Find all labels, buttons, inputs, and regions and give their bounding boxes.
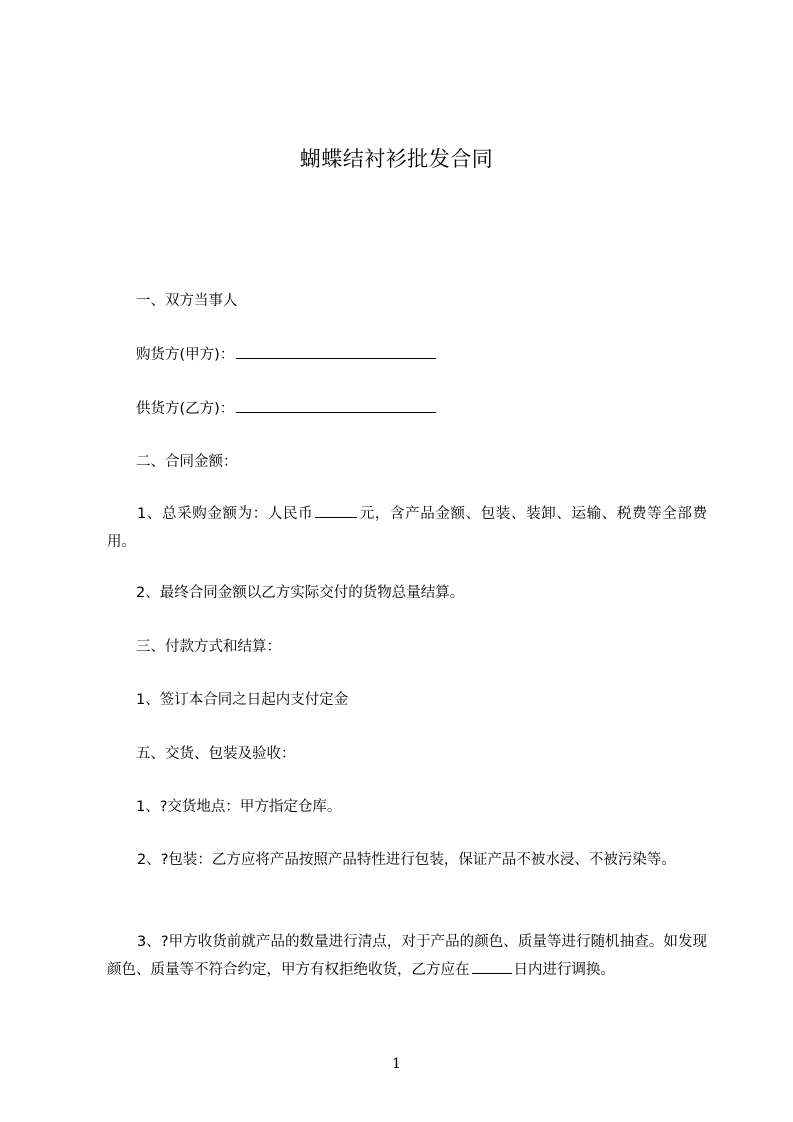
days-blank	[472, 959, 512, 974]
seller-blank	[236, 398, 436, 413]
section2-item2: 2、最终合同金额以乙方实际交付的货物总量结算。	[136, 585, 465, 601]
seller-label: 供货方(乙方)：	[136, 401, 235, 417]
buyer-blank	[236, 344, 436, 359]
section2-item1-suffix: 元，含产品金额、包装、装卸、运输、税费等全部费用。	[107, 506, 707, 550]
buyer-label: 购货方(甲方)：	[136, 347, 235, 363]
seller-party-line	[136, 398, 436, 419]
section5-item3	[107, 928, 707, 984]
section5-heading: 五、交货、包装及验收：	[136, 746, 296, 762]
section2-item1	[107, 500, 707, 556]
amount-blank	[315, 503, 357, 518]
section5-item3-suffix: 日内进行调换。	[513, 962, 615, 978]
document-title: 蝴蝶结衬衫批发合同	[299, 147, 494, 171]
section5-item3-prefix: 3、?甲方收货前就产品的数量进行清点，对于产品的颜色、质量等进行随机抽查。如发现颜色、质量等不符合约定，甲方有权拒绝收货，乙方应在	[107, 934, 707, 978]
section5-item1: 1、?交货地点：甲方指定仓库。	[136, 799, 342, 815]
buyer-party-line	[136, 344, 436, 365]
section2-heading: 二、合同金额：	[136, 454, 238, 470]
section2-item1-prefix: 1、总采购金额为：人民币	[137, 506, 314, 522]
section3-heading: 三、付款方式和结算：	[136, 639, 281, 655]
section1-heading: 一、双方当事人	[136, 293, 238, 309]
section3-item1: 1、签订本合同之日起内支付定金	[136, 692, 349, 708]
page-number: 1	[392, 1056, 401, 1072]
section5-item2: 2、?包装：乙方应将产品按照产品特性进行包装，保证产品不被水浸、不被污染等。	[137, 852, 676, 868]
